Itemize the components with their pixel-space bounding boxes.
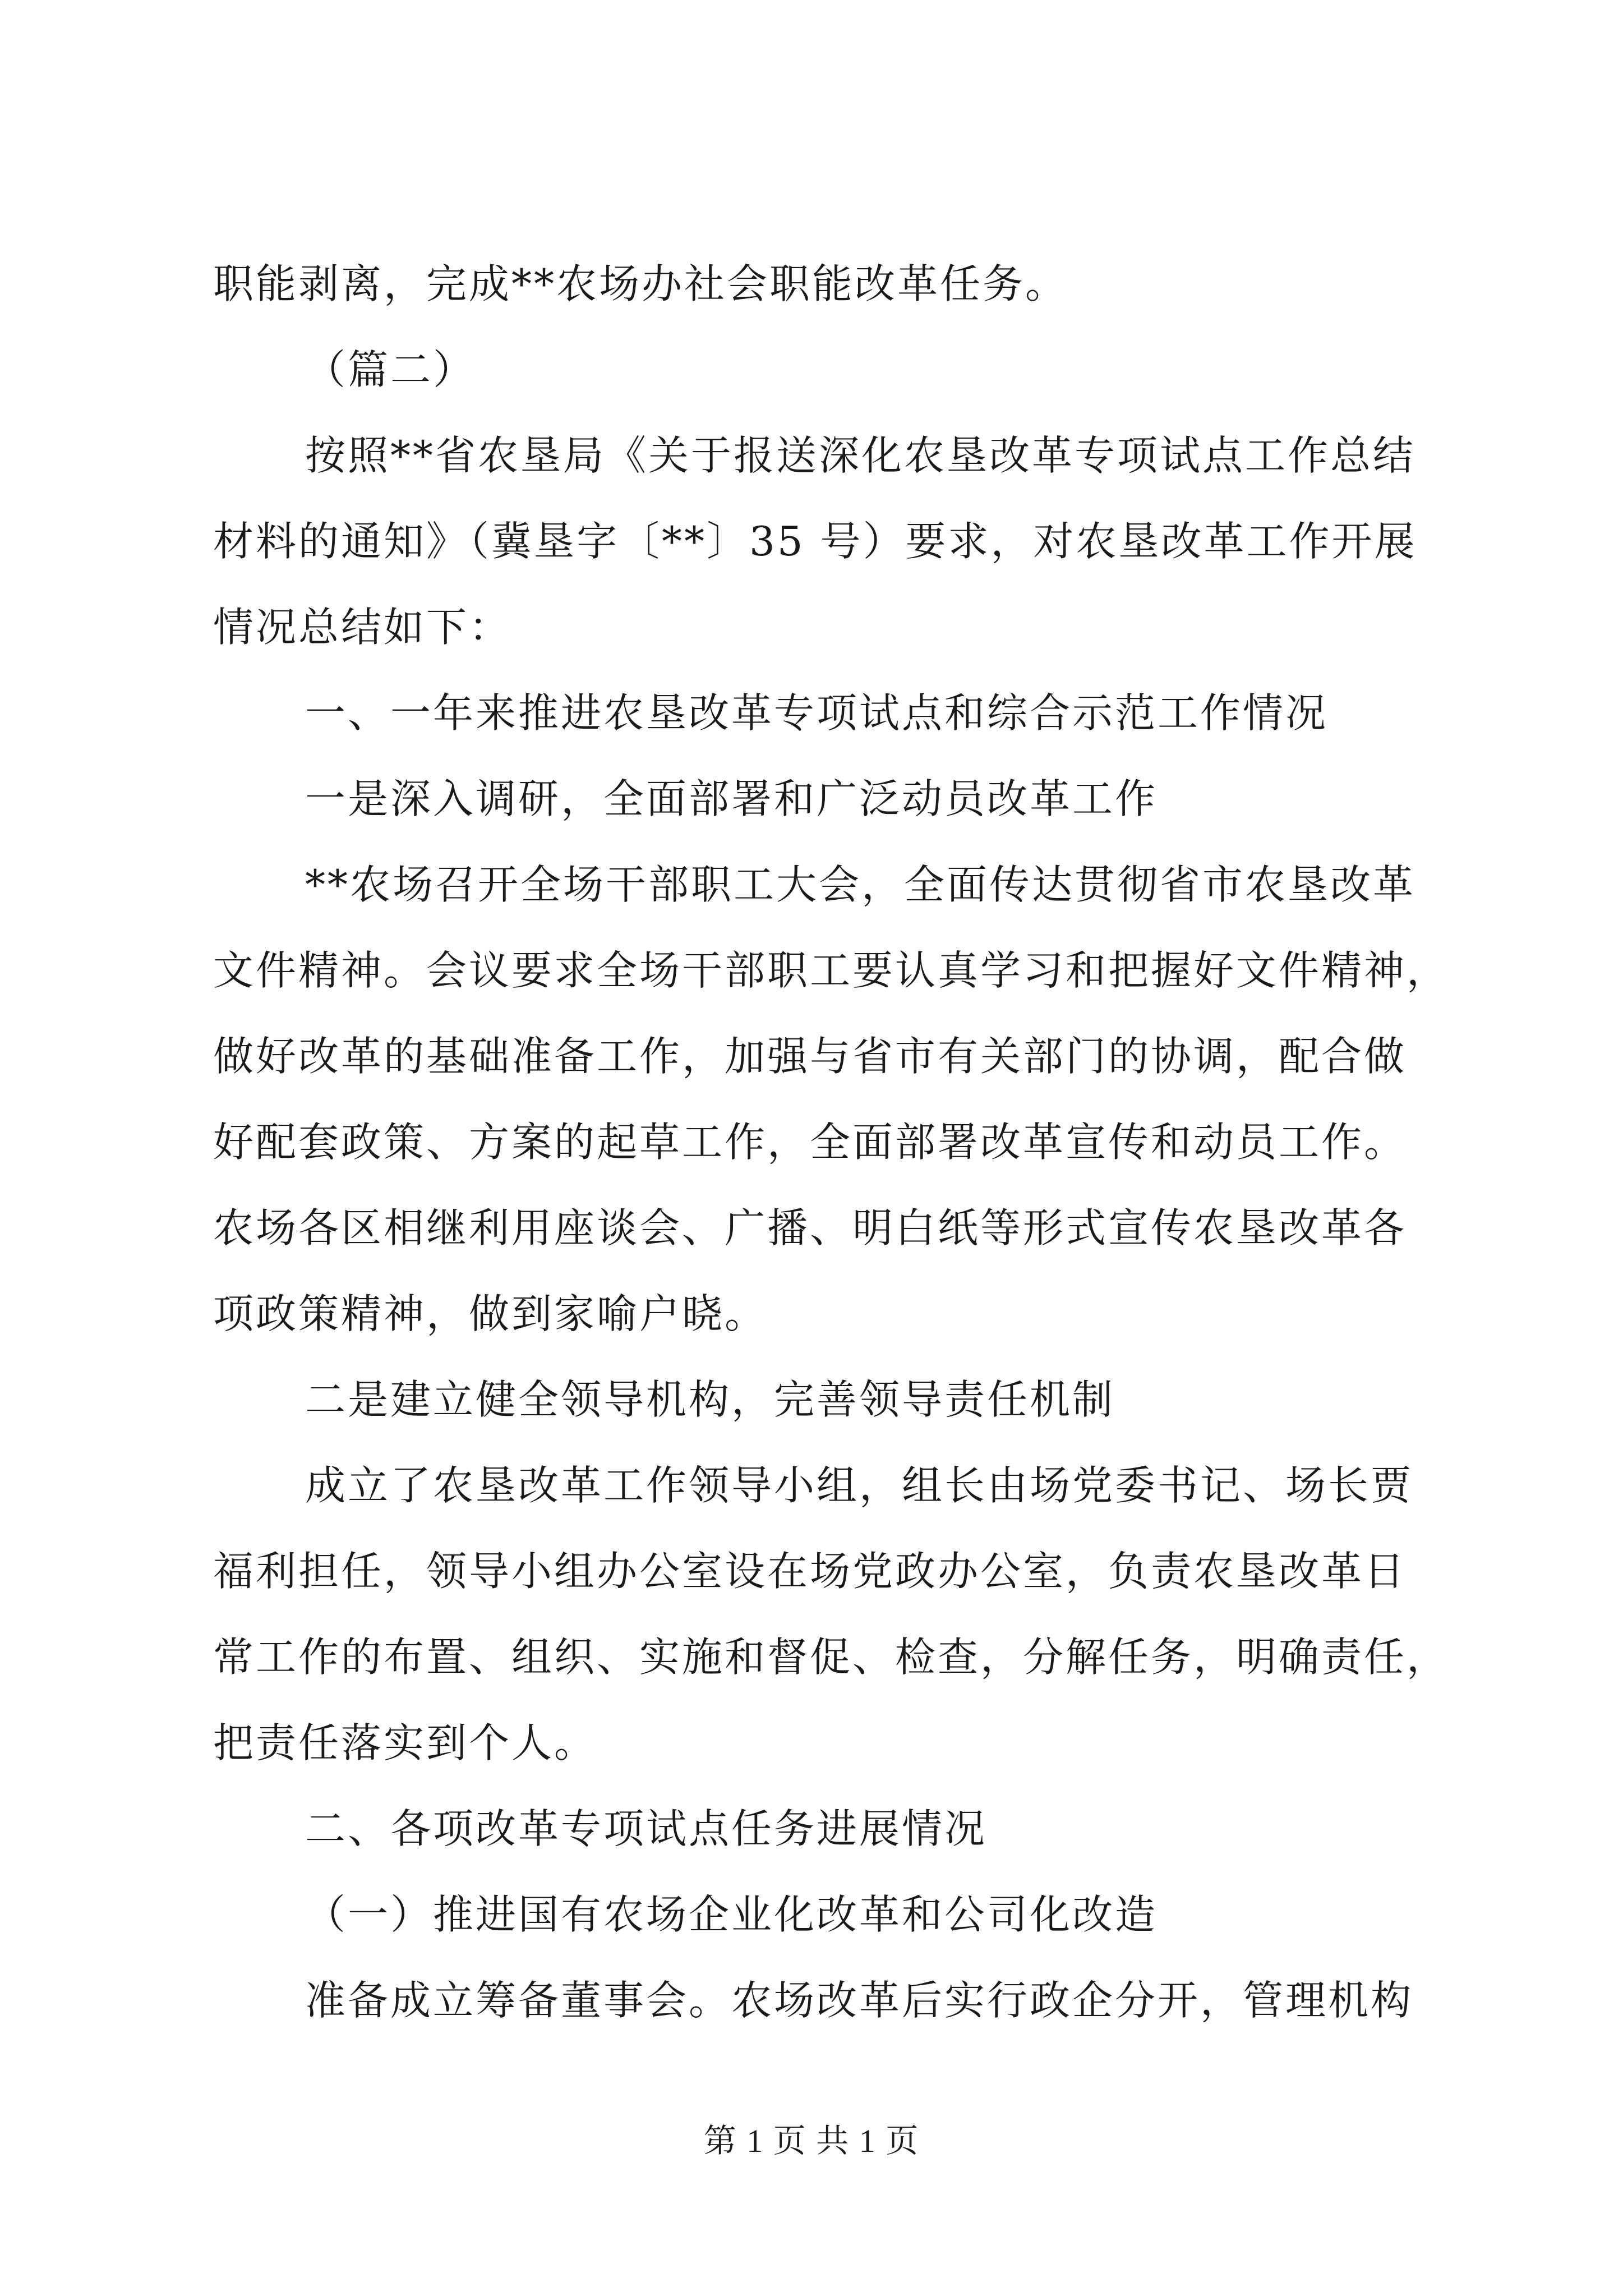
text-line: 项政策精神，做到家喻户晓。 xyxy=(213,1290,768,1337)
text-line: **农场召开全场干部职工大会，全面传达贯彻省市农垦改革 xyxy=(305,861,1416,908)
text-line: 职能剥离，完成**农场办社会职能改革任务。 xyxy=(213,260,1068,307)
text-line: 常工作的布置、组织、实施和督促、检查，分解任务，明确责任， xyxy=(213,1634,1450,1681)
text-line: 准备成立筹备董事会。农场改革后实行政企分开，管理机构 xyxy=(305,1977,1414,2024)
text-line: 情况总结如下： xyxy=(213,604,512,651)
section-title: （篇二） xyxy=(305,346,476,393)
text-line: 把责任落实到个人。 xyxy=(213,1719,597,1766)
text-line: 文件精神。会议要求全场干部职工要认真学习和把握好文件精神， xyxy=(213,947,1450,994)
heading-2: 二、各项改革专项试点任务进展情况 xyxy=(305,1805,988,1852)
page-footer: 第 1 页 共 1 页 xyxy=(703,2123,920,2159)
subheading: （一）推进国有农场企业化改革和公司化改造 xyxy=(305,1891,1158,1938)
text-line: 福利担任，领导小组办公室设在场党政办公室，负责农垦改革日 xyxy=(213,1548,1407,1595)
subheading: 一是深入调研，全面部署和广泛动员改革工作 xyxy=(305,775,1158,822)
text-line: 农场各区相继利用座谈会、广播、明白纸等形式宣传农垦改革各 xyxy=(213,1204,1407,1251)
text-line: 好配套政策、方案的起草工作，全面部署改革宣传和动员工作。 xyxy=(213,1119,1407,1166)
text-line: 成立了农垦改革工作领导小组，组长由场党委书记、场长贾 xyxy=(305,1462,1414,1509)
text-line: 材料的通知》（冀垦字〔**〕35 号）要求，对农垦改革工作开展 xyxy=(213,518,1417,565)
text-line: 按照**省农垦局《关于报送深化农垦改革专项试点工作总结 xyxy=(305,432,1416,479)
subheading: 二是建立健全领导机构，完善领导责任机制 xyxy=(305,1376,1115,1423)
text-line: 做好改革的基础准备工作，加强与省市有关部门的协调，配合做 xyxy=(213,1033,1407,1080)
heading-1: 一、一年来推进农垦改革专项试点和综合示范工作情况 xyxy=(305,689,1329,737)
document-body xyxy=(213,241,1450,2044)
